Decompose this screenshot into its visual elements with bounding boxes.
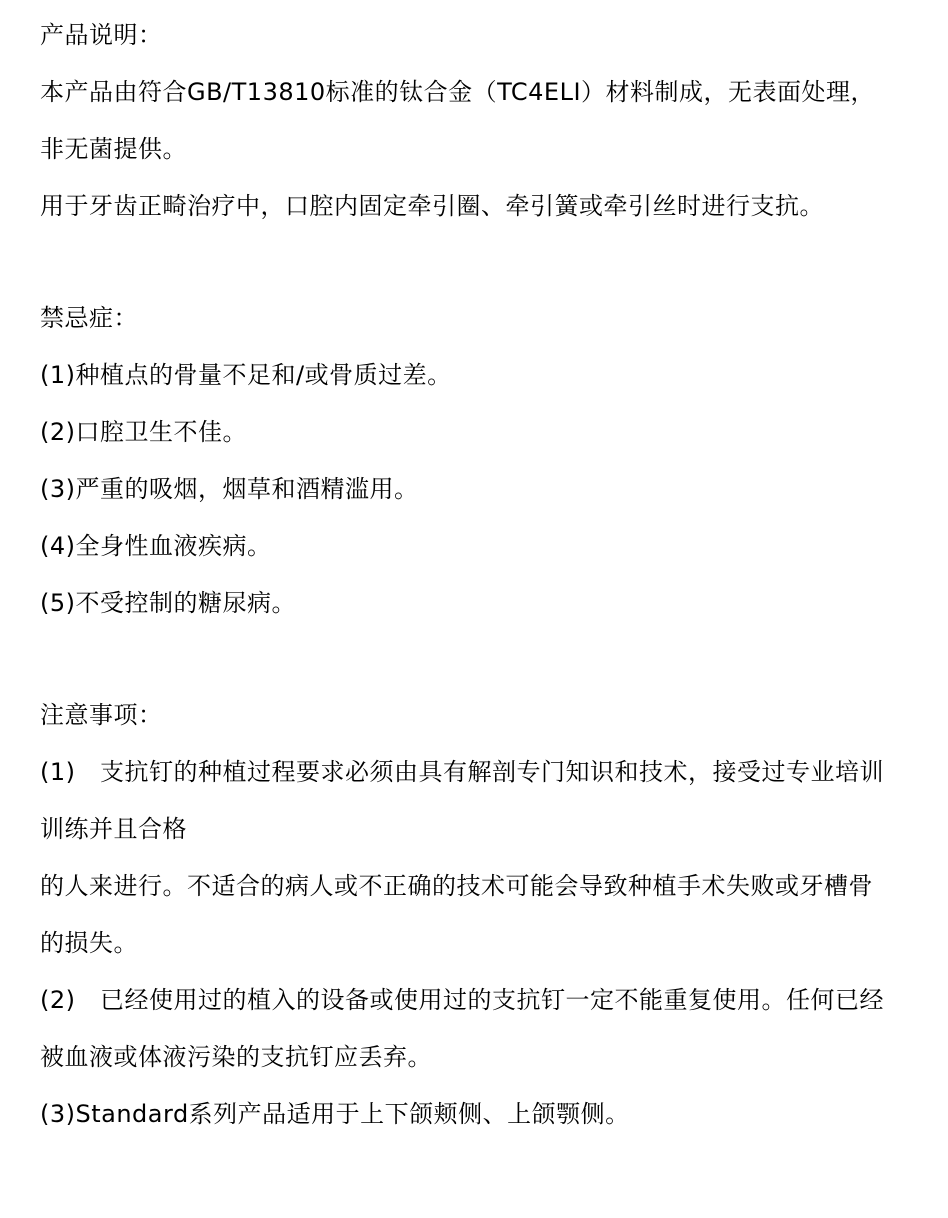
contraindication-item: (2)口腔卫生不佳。 xyxy=(40,418,247,446)
text-line: (1) 支抗钉的种植过程要求必须由具有解剖专门知识和技术，接受过专业培训 xyxy=(40,758,884,786)
contraindications-heading: 禁忌症： xyxy=(40,304,138,332)
contraindication-item: (1)种植点的骨量不足和/或骨质过差。 xyxy=(40,361,452,389)
section-contraindications xyxy=(40,290,920,632)
text-line: 用于牙齿正畸治疗中，口腔内固定牵引圈、牵引簧或牵引丝时进行支抗。 xyxy=(40,192,824,220)
precautions-heading: 注意事项： xyxy=(40,701,163,729)
text-line: (2) 已经使用过的植入的设备或使用过的支抗钉一定不能重复使用。任何已经 xyxy=(40,986,884,1014)
text-line: 的人来进行。不适合的病人或不正确的技术可能会导致种植手术失败或牙槽骨 xyxy=(40,872,873,900)
contraindication-item: (5)不受控制的糖尿病。 xyxy=(40,589,296,617)
section-product-description xyxy=(40,7,920,235)
text-line: 训练并且合格 xyxy=(40,815,187,843)
text-line: 被血液或体液污染的支抗钉应丢弃。 xyxy=(40,1043,432,1071)
text-line: (3)Standard系列产品适用于上下颌颊侧、上颌颚侧。 xyxy=(40,1100,630,1128)
section-precautions xyxy=(40,687,920,1143)
contraindication-item: (4)全身性血液疾病。 xyxy=(40,532,272,560)
text-line: 的损失。 xyxy=(40,929,138,957)
blank-line xyxy=(40,632,920,687)
blank-line xyxy=(40,235,920,290)
text-line: 非无菌提供。 xyxy=(40,135,187,163)
text-line: 本产品由符合GB/T13810标准的钛合金（TC4ELI）材料制成，无表面处理， xyxy=(40,78,876,106)
contraindication-item: (3)严重的吸烟，烟草和酒精滥用。 xyxy=(40,475,419,503)
product-description-heading: 产品说明： xyxy=(40,21,163,49)
